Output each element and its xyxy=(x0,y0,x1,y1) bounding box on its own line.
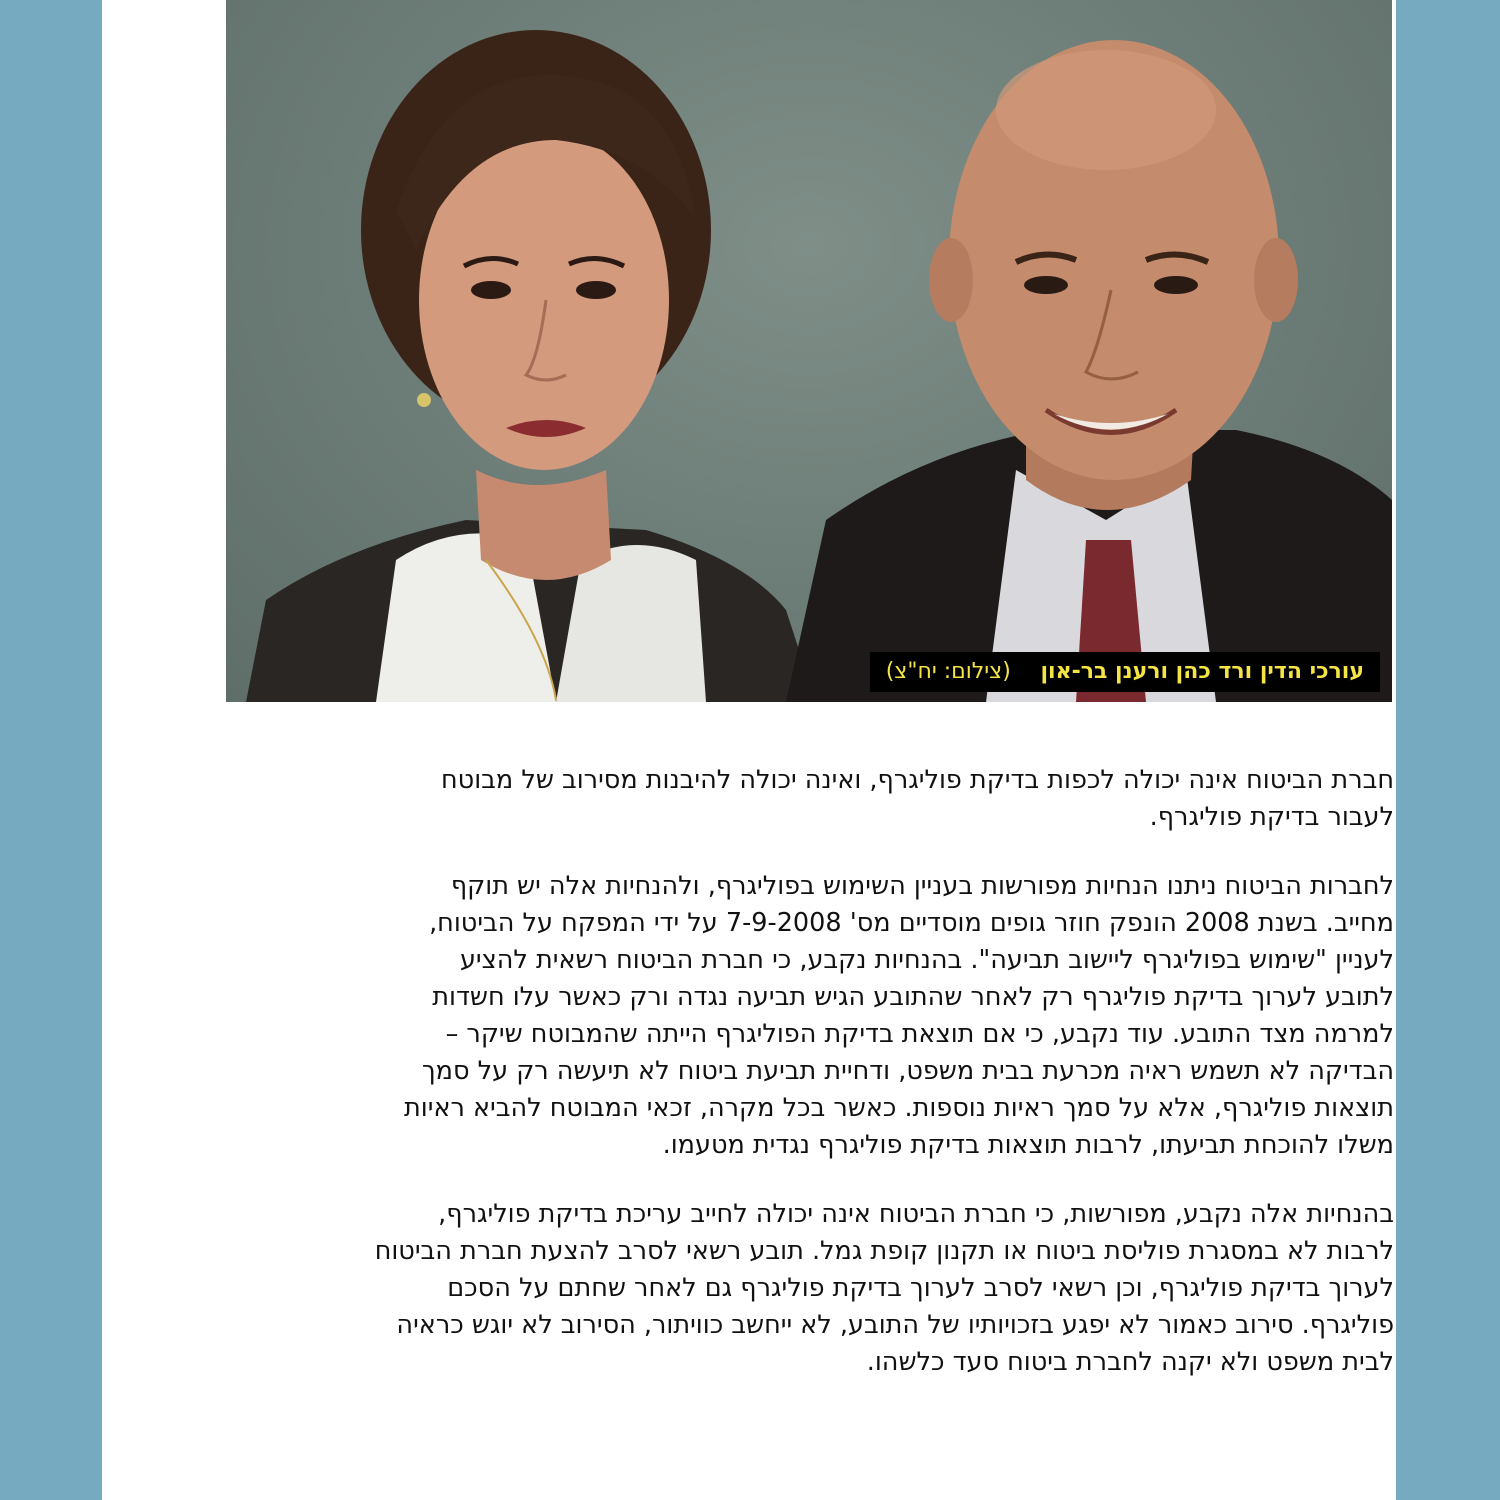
text-line: לבית משפט ולא יקנה לחברת ביטוח סעד כלשהו. xyxy=(866,1347,1394,1377)
text-line: משלו להוכחת תביעתו, לרבות תוצאות בדיקת פוליגרף נגדית מטעמו. xyxy=(662,1130,1394,1160)
text-line: מחייב. בשנת 2008 הונפק חוזר גופים מוסדיים מס' 7-9-2008 על ידי המפקח על הביטוח, xyxy=(429,908,1394,938)
text-line: לחברות הביטוח ניתנו הנחיות מפורשות בעניין השימוש בפוליגרף, ולהנחיות אלה יש תוקף xyxy=(450,871,1394,901)
portrait-illustration xyxy=(226,0,1392,702)
text-line: לעבור בדיקת פוליגרף. xyxy=(1149,802,1394,832)
woman-figure xyxy=(246,30,816,702)
paragraph xyxy=(252,868,1394,1164)
text-line: לעניין "שימוש בפוליגרף ליישוב תביעה". בהנחיות נקבע, כי חברת הביטוח רשאית להציע xyxy=(459,945,1394,975)
text-line: פוליגרף. סירוב כאמור לא יפגע בזכויותיו של התובע, לא ייחשב כוויתור, הסירוב לא יוגש כראיה xyxy=(396,1310,1394,1340)
text-line: בהנחיות אלה נקבע, מפורשות, כי חברת הביטוח אינה יכולה לחייב עריכת בדיקת פוליגרף, xyxy=(438,1199,1394,1229)
caption-names: עורכי הדין ורד כהן ורענן בר-און xyxy=(1040,659,1364,684)
paragraph xyxy=(252,762,1394,836)
text-line: לרבות לא במסגרת פוליסת ביטוח או תקנון קופת גמל. תובע רשאי לסרב להצעת חברת הביטוח xyxy=(374,1236,1394,1266)
text-line: למרמה מצד התובע. עוד נקבע, כי אם תוצאת בדיקת הפוליגרף הייתה שהמבוטח שיקר – xyxy=(445,1019,1394,1049)
paragraph xyxy=(252,1196,1394,1381)
text-line: חברת הביטוח אינה יכולה לכפות בדיקת פוליגרף, ואינה יכולה להיבנות מסירוב של מבוטח xyxy=(441,765,1394,795)
text-line: תוצאות פוליגרף, אלא על סמך ראיות נוספות. כאשר בכל מקרה, זכאי המבוטח להביא ראיות xyxy=(404,1093,1394,1123)
text-line: הבדיקה לא תשמש ראיה מכרעת בבית משפט, ודחיית תביעת ביטוח לא תיעשה רק על סמך xyxy=(421,1056,1394,1086)
photo-caption xyxy=(870,652,1380,692)
text-line: לערוך בדיקת פוליגרף, וכן רשאי לסרב לערוך בדיקת פוליגרף גם לאחר שחתם על הסכם xyxy=(447,1273,1394,1303)
portrait-photo xyxy=(226,0,1392,702)
text-line: לתובע לערוך בדיקת פוליגרף רק לאחר שהתובע הגיש תביעה נגדה ורק כאשר עלו חשדות xyxy=(432,982,1394,1012)
page-sheet xyxy=(102,0,1396,1500)
caption-credit: (צילום: יח"צ) xyxy=(885,659,1011,684)
article-body xyxy=(252,762,1394,1413)
man-figure xyxy=(786,40,1392,702)
